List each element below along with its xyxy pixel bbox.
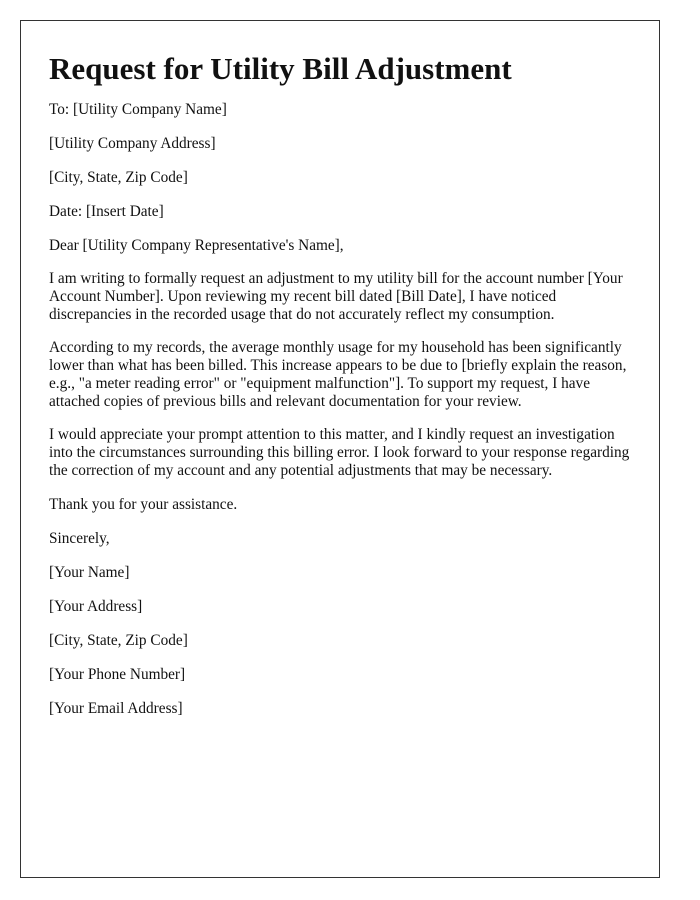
sender-address: [Your Address] — [49, 598, 143, 615]
letter-page — [20, 20, 660, 878]
closing-line: Sincerely, — [49, 530, 110, 547]
sender-name: [Your Name] — [49, 564, 130, 581]
sender-email: [Your Email Address] — [49, 700, 183, 717]
thanks-line: Thank you for your assistance. — [49, 496, 238, 513]
salutation: Dear [Utility Company Representative's Name], — [49, 237, 344, 254]
body-paragraph-3: I would appreciate your prompt attention to this matter, and I kindly request an investigation into the circumstances surrounding this billing error. I look forward to your response regarding the correction of my account and any potential adjustments that may be necessary. — [49, 426, 630, 479]
recipient-city: [City, State, Zip Code] — [49, 169, 188, 186]
sender-city: [City, State, Zip Code] — [49, 632, 188, 649]
body-paragraph-1: I am writing to formally request an adjustment to my utility bill for the account number [Your Account Number]. Upon reviewing my recent bill dated [Bill Date], I have noticed discrepancies in the recorded usage that do not accurately reflect my consumption. — [49, 270, 623, 323]
body-paragraph-2: According to my records, the average monthly usage for my household has been significantly lower than what has been billed. This increase appears to be due to [briefly explain the reason, e.g., "a meter reading error" or "equipment malfunction"]. To support my request, I have attached copies of previous bills and relevant documentation for your review. — [49, 339, 627, 410]
letter-date: Date: [Insert Date] — [49, 203, 164, 220]
sender-phone: [Your Phone Number] — [49, 666, 186, 683]
letter-title: Request for Utility Bill Adjustment — [49, 51, 512, 86]
recipient-address: [Utility Company Address] — [49, 135, 216, 152]
recipient-to: To: [Utility Company Name] — [49, 101, 227, 118]
